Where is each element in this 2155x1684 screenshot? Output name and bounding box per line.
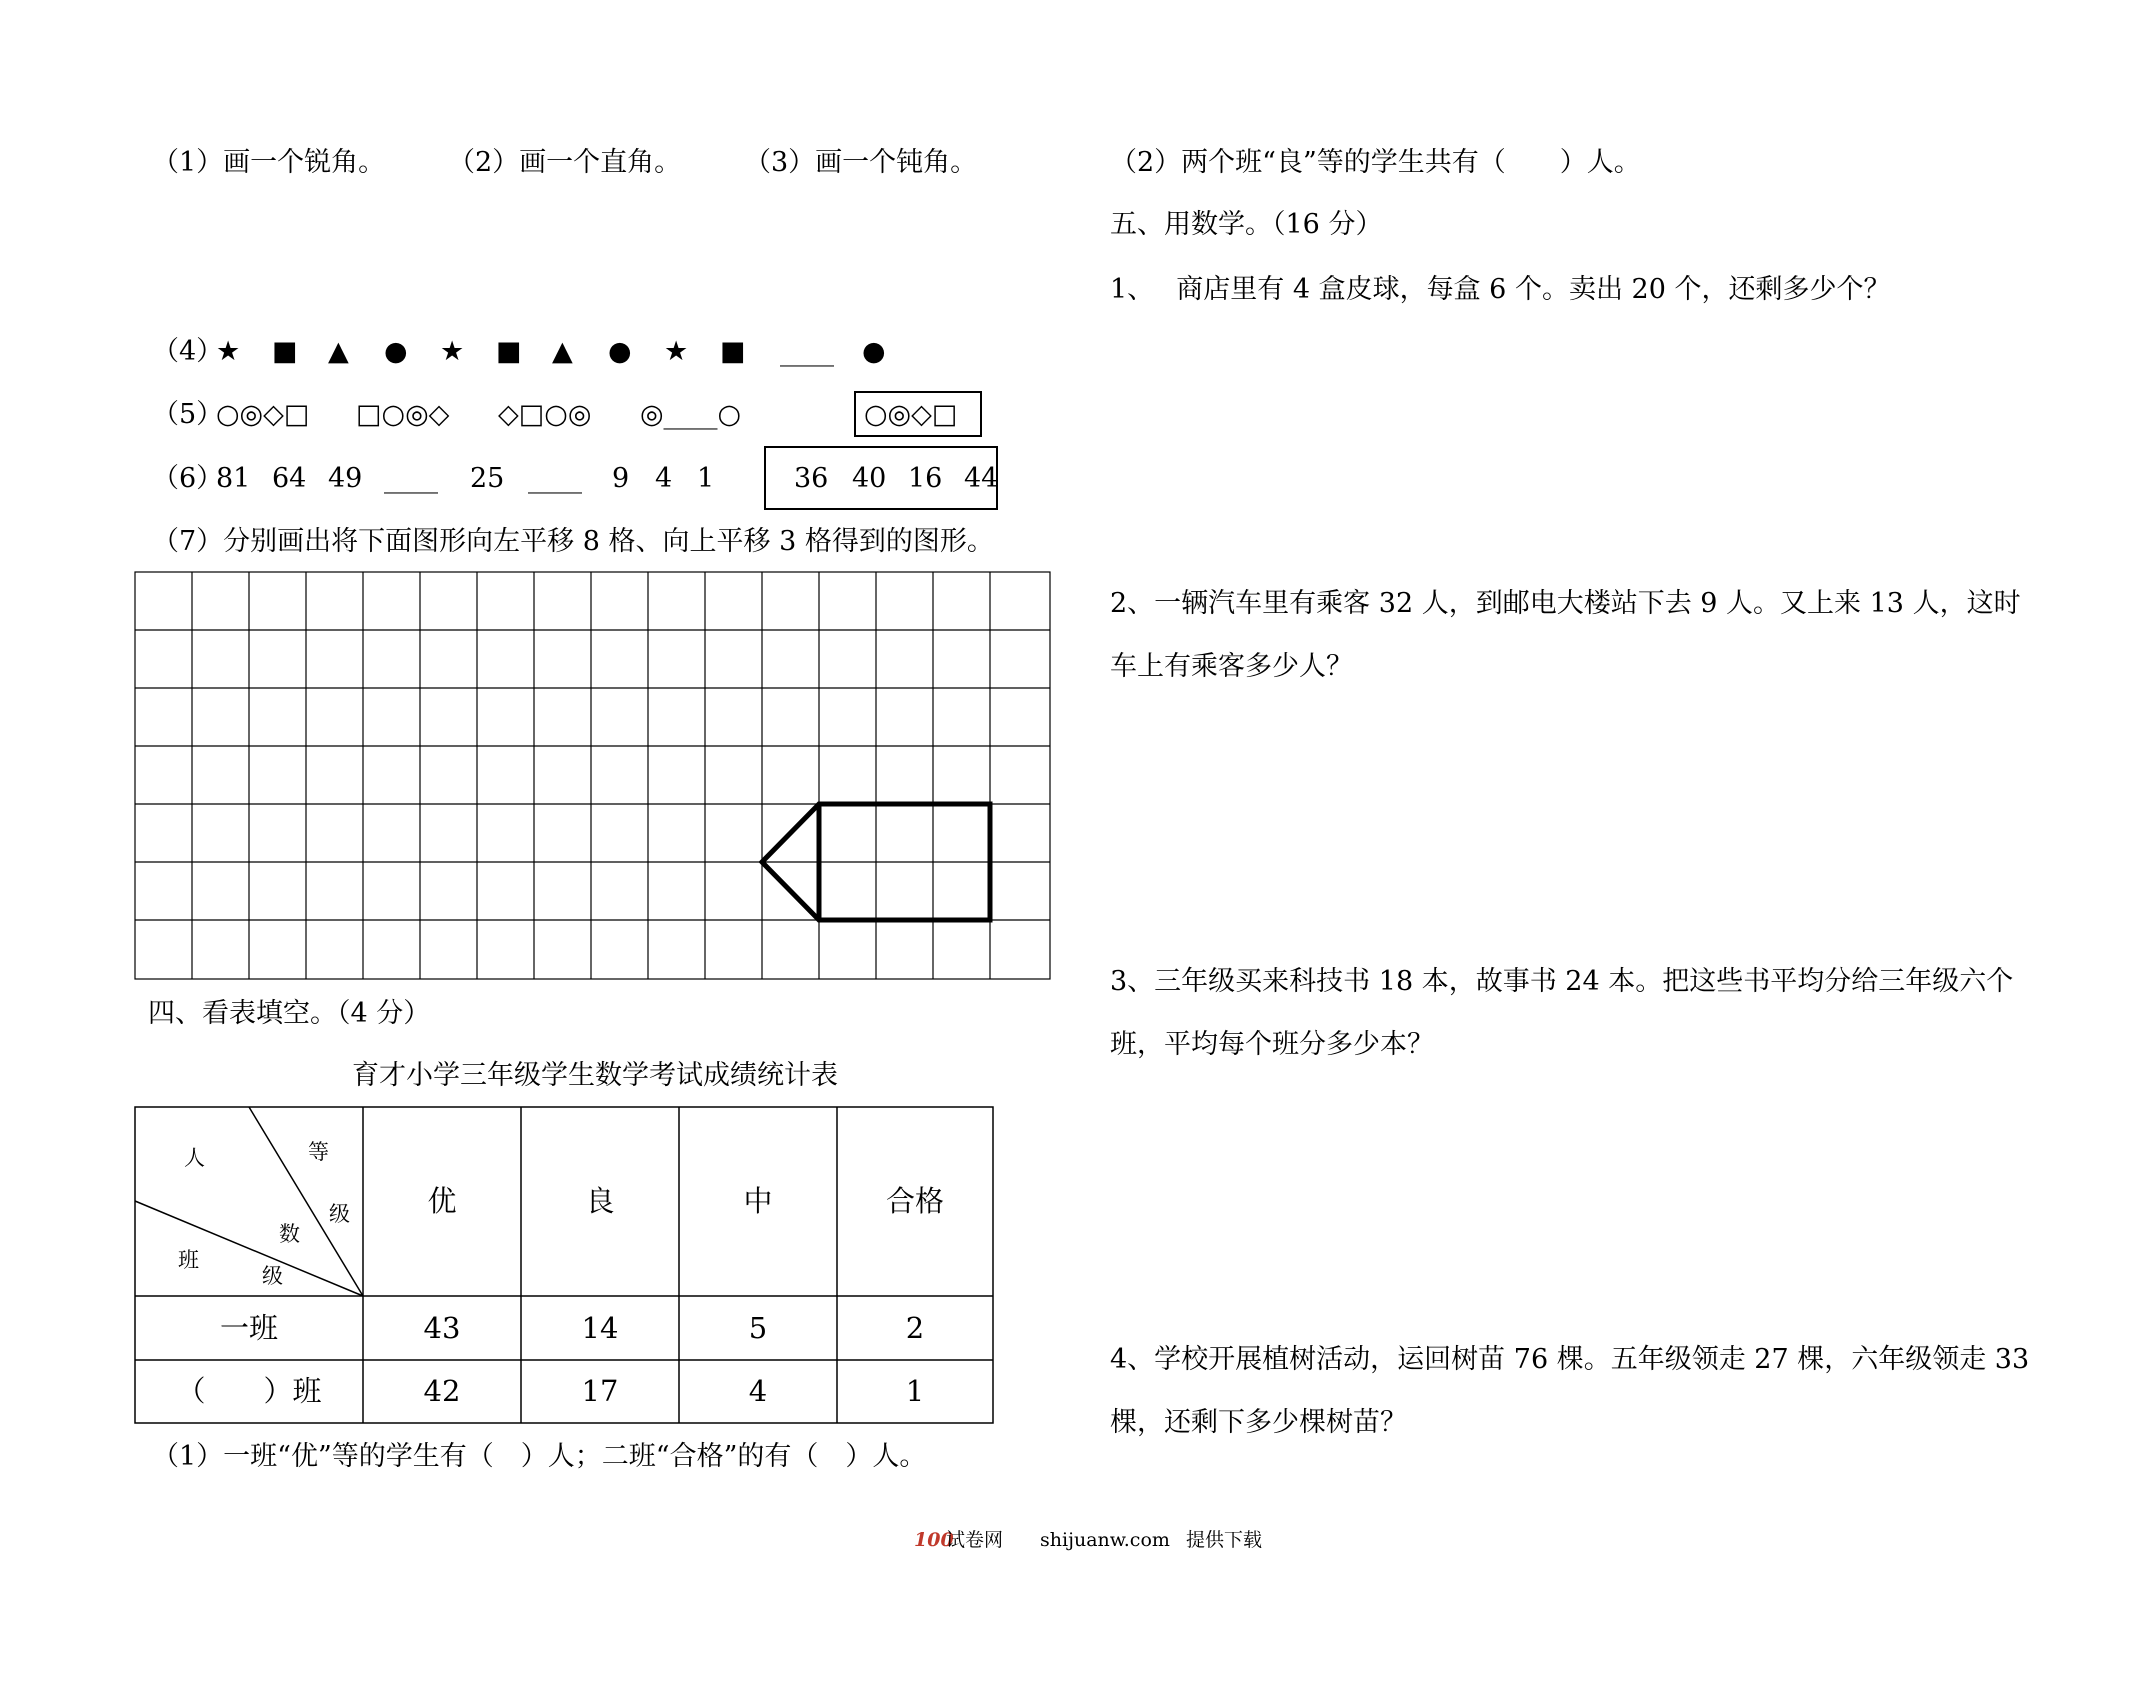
corner-label-deng: 等 <box>308 1140 329 1164</box>
option-number: 40 <box>852 463 887 494</box>
symbol-group-with-blank: ◎____○ <box>640 399 742 430</box>
sequence-number: 9 <box>612 463 630 494</box>
star-icon: ★ <box>664 336 689 367</box>
table-cell: 1 <box>905 1374 925 1408</box>
symbol-group: □○◎◇ <box>356 399 450 430</box>
sequence-number: 49 <box>328 463 363 494</box>
options-text: ○◎◇□ <box>864 399 958 430</box>
question-4-label: （4） <box>152 336 224 367</box>
footer-site: shijuanw.com <box>1040 1529 1170 1551</box>
corner-label-ji: 级 <box>329 1202 350 1226</box>
question-5-label: （5） <box>152 399 224 430</box>
triangle-icon: ▲ <box>552 336 573 367</box>
problem-4-line-1: 4、学校开展植树活动，运回树苗 76 棵。五年级领走 27 棵，六年级领走 33 <box>1110 1344 2030 1375</box>
problem-1: 1、 商店里有 4 盒皮球，每盒 6 个。卖出 20 个，还剩多少个？ <box>1110 274 1891 305</box>
column-header: 合格 <box>885 1184 944 1218</box>
footer-logo-number: 100 <box>914 1529 954 1551</box>
row-label: （ ）班 <box>176 1374 322 1408</box>
question-acute-angle: （1）画一个锐角。 <box>152 147 386 178</box>
symbol-group: ○◎◇□ <box>216 399 310 430</box>
row-label: 一班 <box>219 1311 278 1345</box>
sequence-number: 81 <box>216 463 251 494</box>
answer-blank: ____ <box>384 463 438 494</box>
table-cell: 17 <box>581 1374 619 1408</box>
circle-icon: ● <box>862 336 886 367</box>
question-6-label: （6） <box>152 463 224 494</box>
square-icon: ■ <box>272 336 298 367</box>
section-4-heading: 四、看表填空。（4 分） <box>148 998 431 1029</box>
question-right-angle: （2）画一个直角。 <box>448 147 682 178</box>
circle-icon: ● <box>384 336 408 367</box>
column-header: 中 <box>743 1184 773 1218</box>
footer-note: 提供下载 <box>1186 1529 1263 1551</box>
problem-4-line-2: 棵，还剩下多少棵树苗？ <box>1110 1407 1407 1438</box>
sequence-number: 4 <box>655 463 673 494</box>
table-cell: 42 <box>423 1374 461 1408</box>
table-cell: 43 <box>423 1311 461 1345</box>
table-cell: 4 <box>748 1374 768 1408</box>
square-icon: ■ <box>720 336 746 367</box>
symbol-group: ◇□○◎ <box>498 399 592 430</box>
star-icon: ★ <box>216 336 241 367</box>
problem-3-line-1: 3、三年级买来科技书 18 本，故事书 24 本。把这些书平均分给三年级六个 <box>1110 966 2014 997</box>
answer-blank: ____ <box>780 336 834 367</box>
sequence-number: 1 <box>697 463 715 494</box>
option-number: 16 <box>908 463 943 494</box>
question-obtuse-angle: （3）画一个钝角。 <box>744 147 978 178</box>
table-question-1: （1）一班“优”等的学生有（ ）人；二班“合格”的有（ ）人。 <box>152 1441 927 1472</box>
problem-3-line-2: 班，平均每个班分多少本？ <box>1110 1029 1434 1060</box>
table-title: 育才小学三年级学生数学考试成绩统计表 <box>352 1060 838 1091</box>
column-header: 良 <box>585 1184 615 1218</box>
column-header: 优 <box>427 1184 457 1218</box>
section-5-heading: 五、用数学。（16 分） <box>1110 209 1383 240</box>
triangle-icon: ▲ <box>328 336 349 367</box>
circle-icon: ● <box>608 336 632 367</box>
answer-blank: ____ <box>528 463 582 494</box>
square-icon: ■ <box>496 336 522 367</box>
table-cell: 2 <box>905 1311 925 1345</box>
table-cell: 14 <box>581 1311 619 1345</box>
problem-2-line-2: 车上有乘客多少人？ <box>1110 651 1353 682</box>
footer-logo-text: 试卷网 <box>946 1529 1004 1551</box>
sequence-number: 25 <box>470 463 505 494</box>
problem-2-line-1: 2、一辆汽车里有乘客 32 人，到邮电大楼站下去 9 人。又上来 13 人，这时 <box>1110 588 2021 619</box>
star-icon: ★ <box>440 336 465 367</box>
corner-label-ji: 级 <box>262 1264 283 1288</box>
option-number: 44 <box>964 463 999 494</box>
table-question-2: （2）两个班“良”等的学生共有（ ）人。 <box>1110 147 1641 178</box>
corner-label-ren: 人 <box>184 1146 205 1170</box>
question-7-text: （7）分别画出将下面图形向左平移 8 格、向上平移 3 格得到的图形。 <box>152 526 994 557</box>
corner-label-ban: 班 <box>178 1248 199 1272</box>
table-cell: 5 <box>748 1311 768 1345</box>
score-table <box>134 1106 996 1426</box>
translation-grid <box>134 571 1054 983</box>
corner-label-shu: 数 <box>279 1222 300 1246</box>
sequence-number: 64 <box>272 463 307 494</box>
option-number: 36 <box>794 463 829 494</box>
